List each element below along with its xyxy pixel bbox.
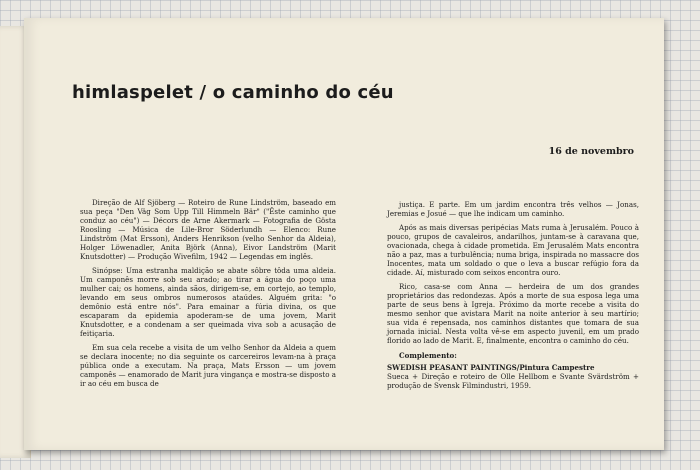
story-paragraph-jerusalem: Após as mais diversas peripécias Mats ruma à Jerusalém. Pouco à pouco, grupos de cavaleiros, andarilhos, juntam-se à caravana que, ovacionada, chega à cidade prometida. Em Jerusalém Mats encontra não a paz, mas a turbulência; numa briga, inspirada no massacre dos Inocentes, mata um soldado o que o leva a buscar refúgio fora da cidade. Aí, misturado com seixos encontra ouro. (387, 223, 639, 277)
right-text-column (387, 200, 639, 390)
story-paragraph-continued: justiça. E parte. Em um jardim encontra três velhos — Jonas, Jeremias e Josué — que lhe indicam um caminho. (387, 200, 639, 218)
complement-block (387, 363, 639, 390)
screening-date: 16 de novembro (548, 146, 634, 157)
credits-paragraph: Direção de Alf Sjöberg — Roteiro de Rune Lindström, baseado em sua peça "Den Väg Som Upp Till Himmeln Bär" ("Êste caminho que conduz ao céu") — Décors de Arne Akermark — Fotografia de Gösta Roosling — Música de Lile-Bror Söderlundh — Elenco: Rune Lindström (Mat Ersson), Anders Henrikson (velho Senhor da Aldeia), Holger Löwenadler, Anita Björk (Anna), Eivor Landström (Marit Knutsdotter) — Produção Wivefilm, 1942 — Legendas em inglês. (80, 198, 336, 261)
story-paragraph: Em sua cela recebe a visita de um velho Senhor da Aldeia a quem se declara inocente; no dia seguinte os carcereiros levam-na à praça pública onde a executam. Na praça, Mats Ersson — um jovem camponês — enamorado de Marit jura vingança e mostra-se disposto a ir ao céu em busca de (80, 343, 336, 388)
story-paragraph-ending: Rico, casa-se com Anna — herdeira de um dos grandes proprietários das redondezas. Após a morte de sua esposa lega uma parte de seus bens à Igreja. Próximo da morte recebe a visita do mesmo senhor que avistara Marit na noite anterior à seu martírio; sua vida é repensada, nos caminhos distantes que tomara de sua jornada inicial. Nesta volta vê-se em aspecto juvenil, em um prado florido ao lado de Marit. E, finalmente, encontra o caminho do céu. (387, 282, 639, 345)
complement-film-title: SWEDISH PEASANT PAINTINGS/Pintura Campestre (387, 363, 595, 372)
film-title: himlaspelet / o caminho do céu (72, 82, 394, 103)
left-text-column (80, 198, 336, 393)
complement-heading: Complemento: (399, 351, 457, 360)
program-page (24, 18, 664, 450)
synopsis-paragraph: Sinópse: Uma estranha maldição se abate sôbre tôda uma aldeia. Um camponês morre sob seu arado; ao tirar a água do poço uma mulher cai; os homens, ainda sãos, dirigem-se, em cortejo, ao templo, levando em seus ombros numerosos ataúdes. Alguém grita: "o demônio está entre nós". Para emainar a fúria divina, os que escaparam da epidemia apoderam-se de uma jovem, Marit Knutsdotter, e a condenam a ser queimada viva sob a acusação de feitiçaria. (80, 266, 336, 338)
complement-credits: Sueca + Direção e roteiro de Olle Hellbom e Svante Svärdström + produção de Svensk Filmindustri, 1959. (387, 372, 639, 390)
